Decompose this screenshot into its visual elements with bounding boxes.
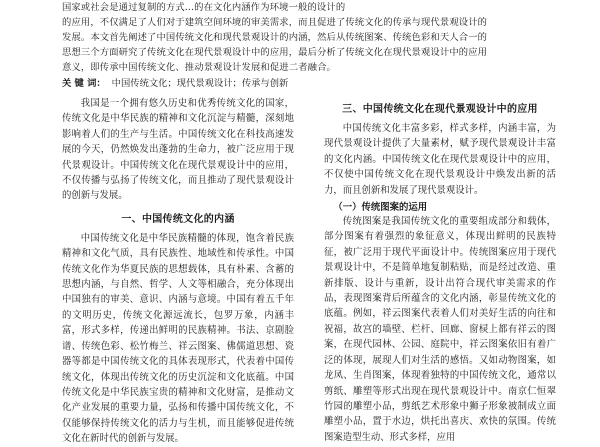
right-column (324, 100, 556, 445)
keywords-text: 中国传统文化；现代景观设计；传承与创新 (111, 78, 289, 89)
left-column (62, 96, 294, 447)
section-3-paragraph: 中国传统文化丰富多彩，样式多样，内涵丰富，为现代景观设计提供了大量素材，赋予现代景观设计丰富的文化内涵。中国传统文化在现代景观设计中的应用，不仅使中国传统文化在现代景观设计中焕发出新的活力，而且创新和发展了现代景观设计。 (324, 123, 556, 196)
keywords-label: 关 键 词： (62, 78, 106, 89)
abstract-block (62, 0, 562, 91)
abstract-line: 意义，即传承中国传统文化、推动景观设计发展和促进二者融合。 (62, 62, 336, 73)
keywords-line (62, 77, 562, 91)
subsection-heading-1: （一）传统图案的运用 (333, 202, 428, 214)
section-heading-1: 一、中国传统文化的内涵 (121, 213, 235, 225)
section-1-paragraph: 中国传统文化是中华民族精髓的体现，饱含着民族精神和文化气质，具有民族性、地域性和传承性。中国传统文化作为华夏民族的思想载体，具有朴素、含蓄的思想内涵，与自然、哲学、人文等相融合，充分体现出中国独有的审美、意识、内涵与意境。中国有着五千年的文明历史，传统文化源远流长，包罗万象，内涵丰富，形式多样，传递出鲜明的民族精神。书法、京剧脸谱、传统色彩、松竹梅兰、祥云图案、佛儒道思想、瓷器等都是中国传统文化的具体表现形式，代表着中国传统文化，体现出传统文化的历史沉淀和文化底蕴。中国传统文化是中华民族宝贵的精神和文化财富，是推动文化产业发展的重要力量，弘扬和传播中国传统文化，不仅能够保持传统文化的活力与生机，而且能够促进传统文化在新时代的创新与发展。 (62, 232, 294, 445)
intro-paragraph: 我国是一个拥有悠久历史和优秀传统文化的国家，传统文化是中华民族的精神和文化沉淀与精髓，深刻地影响着人们的生产与生活。中国传统文化在科技高速发展的今天，仍然焕发出蓬勃的生命力，被广泛应用于现代景观设计。中国传统文化在现代景观设计中的应用，不仅传播与弘扬了传统文化，而且推动了现代景观设计的创新与发展。 (62, 98, 294, 202)
subsection-1-paragraph: 传统图案是我国传统文化的重要组成部分和载体，部分图案有着强烈的象征意义，体现出鲜明的民族特征，被广泛用于现代平面设计中。传统图案应用于现代景观设计中，不是简单地复制粘贴，而是经过改造、重新排版、设计与重新，设计出符合现代审美需求的作品，表现图案背后所蕴含的文化内涵，彰显传统文化的底蕴。例如，祥云图案代表着人们对美好生活的向往和祝福，故宫的墙壁、栏杆、回廊、窗棂上都有祥云的图案，在现代园林、公园、庭院中，祥云图案依旧有着广泛的体现，展现人们对生活的感悟。又如动物图案，如龙凤、生肖图案，体现着独特的中国传统文化，通常以剪纸、雕塑等形式出现在现代景观设计中。南京仁恒翠竹园的雕塑小品，剪纸艺术形象中狮子形象被制成立面雕塑小品，置于水边，烘托出喜庆、欢快的氛围。传统图案造型生动、形式多样，应用 (324, 216, 556, 443)
abstract-line: 发展。本文首先阐述了中国传统文化和现代景观设计的内涵，然后从传统图案、传统色彩和天人合一的 (62, 32, 488, 43)
section-heading-3: 三、中国传统文化在现代景观设计中的应用 (342, 104, 538, 115)
abstract-line: 国家或社会是通过复制的方式...的在文化内涵作为环境一般的设计的 (62, 2, 346, 13)
abstract-line: 思想三个方面研究了传统文化在现代景观设计中的应用，最后分析了传统文化在现代景观设计中的应用 (62, 47, 488, 58)
abstract-line: 的应用，不仅满足了人们对于建筑空间环境的审美需求，而且促进了传统文化的传承与现代景观设计的 (62, 17, 488, 28)
